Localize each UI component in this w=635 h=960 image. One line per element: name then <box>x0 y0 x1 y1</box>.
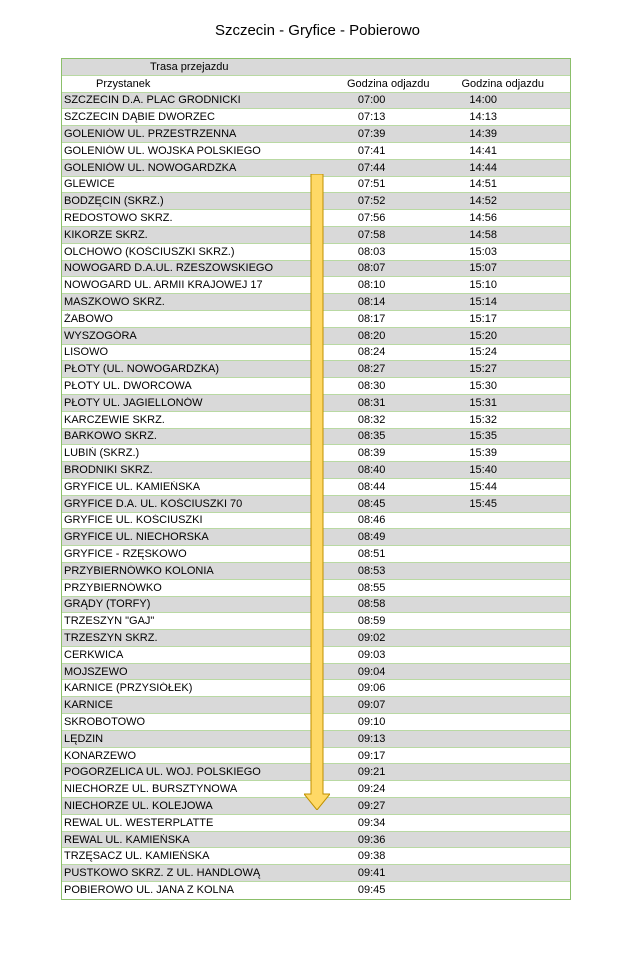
departure-time-1: 09:04 <box>357 665 386 678</box>
stop-name: LISOWO <box>64 346 109 359</box>
stop-name: KARCZEWIE SKRZ. <box>64 413 165 426</box>
departure-time-2: 14:13 <box>469 111 497 124</box>
stop-name: GRYFICE UL. NIECHORSKA <box>64 531 209 544</box>
stop-name: GOLENIÓW UL. WOJSKA POLSKIEGO <box>64 144 261 157</box>
stop-name: REDOSTOWO SKRZ. <box>64 212 173 225</box>
departure-time-1: 08:49 <box>357 531 386 544</box>
departure-time-1: 09:17 <box>357 749 386 762</box>
stop-name: PŁOTY (UL. NOWOGARDZKA) <box>64 363 220 376</box>
departure-time-1: 08:53 <box>357 564 386 577</box>
table-row <box>62 865 570 882</box>
departure-time-2: 15:44 <box>469 480 497 493</box>
stop-name: NOWOGARD D.A.UL. RZESZOWSKIEGO <box>64 262 274 275</box>
departure-time-2: 15:03 <box>469 245 497 258</box>
stop-name: NIECHORZE UL. BURSZTYNOWA <box>64 783 238 796</box>
departure-time-1: 08:30 <box>357 380 386 393</box>
stop-name: MASZKOWO SKRZ. <box>64 296 165 309</box>
column-header-time1: Godzina odjazdu <box>346 77 430 90</box>
stop-name: SKROBOTOWO <box>64 715 146 728</box>
departure-time-2: 15:30 <box>469 380 497 393</box>
stop-name: BRODNIKI SKRZ. <box>64 464 153 477</box>
departure-time-1: 08:58 <box>357 598 386 611</box>
stop-name: KARNICE (PRZYSIÓŁEK) <box>64 682 193 695</box>
stop-name: GRYFICE UL. KOŚCIUSZKI <box>64 514 203 527</box>
stop-name: REWAL UL. WESTERPLATTE <box>64 816 214 829</box>
departure-time-1: 08:32 <box>357 413 386 426</box>
departure-time-1: 08:20 <box>357 329 386 342</box>
stop-name: GOLENIÓW UL. NOWOGARDZKA <box>64 161 237 174</box>
table-row <box>62 848 570 865</box>
down-arrow-icon <box>304 174 330 810</box>
departure-time-1: 09:38 <box>357 850 386 863</box>
route-header: Trasa przejazdu <box>150 60 229 73</box>
departure-time-1: 07:44 <box>357 161 386 174</box>
departure-time-1: 08:17 <box>357 312 386 325</box>
departure-time-1: 09:27 <box>357 799 386 812</box>
departure-time-2: 15:20 <box>469 329 497 342</box>
departure-time-2: 15:17 <box>469 312 497 325</box>
stop-name: PRZYBIERNÓWKO KOLONIA <box>64 564 214 577</box>
stop-name: GRĄDY (TORFY) <box>64 598 151 611</box>
stop-name: REWAL UL. KAMIEŃSKA <box>64 833 190 846</box>
departure-time-1: 08:31 <box>357 396 386 409</box>
departure-time-2: 15:32 <box>469 413 497 426</box>
table-row <box>62 832 570 849</box>
departure-time-1: 09:10 <box>357 715 386 728</box>
column-header-row <box>62 76 570 93</box>
departure-time-1: 08:27 <box>357 363 386 376</box>
departure-time-1: 07:56 <box>357 212 386 225</box>
stop-name: KARNICE <box>64 699 113 712</box>
departure-time-1: 08:10 <box>357 279 386 292</box>
stop-name: NOWOGARD UL. ARMII KRAJOWEJ 17 <box>64 279 263 292</box>
departure-time-1: 08:55 <box>357 581 386 594</box>
departure-time-1: 08:51 <box>357 548 386 560</box>
column-header-stop: Przystanek <box>96 77 151 90</box>
stop-name: GRYFICE UL. KAMIEŃSKA <box>64 480 201 493</box>
departure-time-1: 08:46 <box>357 514 386 527</box>
departure-time-1: 09:13 <box>357 732 386 745</box>
departure-time-1: 08:44 <box>357 480 386 493</box>
stop-name: TRZESZYN "GAJ" <box>64 615 155 628</box>
stop-name: GOLENIÓW UL. PRZESTRZENNA <box>64 128 237 141</box>
stop-name: KONARZEWO <box>64 749 137 762</box>
stop-name: MOJSZEWO <box>64 665 128 678</box>
departure-time-1: 09:45 <box>357 884 386 897</box>
departure-time-1: 08:39 <box>357 447 386 460</box>
departure-time-1: 07:58 <box>357 228 386 241</box>
departure-time-1: 09:03 <box>357 648 386 661</box>
departure-time-1: 08:24 <box>357 346 386 359</box>
table-row <box>62 93 570 110</box>
departure-time-1: 09:21 <box>357 766 386 779</box>
departure-time-1: 07:52 <box>357 195 386 208</box>
departure-time-2: 15:31 <box>469 396 497 409</box>
stop-name: SZCZECIN D.A. PLAC GRODNICKI <box>64 94 241 107</box>
page-title: Szczecin - Gryfice - Pobierowo <box>214 22 421 39</box>
departure-time-2: 15:45 <box>469 497 497 510</box>
stop-name: LĘDZIN <box>64 732 104 745</box>
departure-time-2: 14:51 <box>469 178 497 191</box>
departure-time-2: 15:10 <box>469 279 497 292</box>
departure-time-2: 14:39 <box>469 128 497 141</box>
table-row <box>62 882 570 899</box>
stop-name: POGORZELICA UL. WOJ. POLSKIEGO <box>64 766 261 779</box>
departure-time-1: 09:24 <box>357 783 386 796</box>
departure-time-1: 07:39 <box>357 128 386 141</box>
departure-time-1: 08:07 <box>357 262 386 275</box>
stop-name: PUSTKOWO SKRZ. Z UL. HANDLOWĄ <box>64 867 261 880</box>
departure-time-1: 08:03 <box>357 245 386 258</box>
stop-name: WYSZOGÓRA <box>64 329 137 342</box>
stop-name: BARKOWO SKRZ. <box>64 430 157 443</box>
departure-time-1: 07:13 <box>357 111 386 124</box>
departure-time-2: 15:27 <box>469 363 497 376</box>
stop-name: TRZĘSACZ UL. KAMIEŃSKA <box>64 850 210 863</box>
departure-time-2: 15:07 <box>469 262 497 275</box>
stop-name: SZCZECIN DĄBIE DWORZEC <box>64 111 215 124</box>
table-row <box>62 815 570 832</box>
departure-time-1: 09:34 <box>357 816 386 829</box>
departure-time-1: 07:00 <box>357 94 386 107</box>
stop-name: PŁOTY UL. JAGIELLONÓW <box>64 396 203 409</box>
departure-time-2: 14:44 <box>469 161 497 174</box>
table-row <box>62 143 570 160</box>
stop-name: LUBIŃ (SKRZ.) <box>64 447 140 460</box>
stop-name: POBIEROWO UL. JANA Z KOLNA <box>64 884 234 897</box>
departure-time-1: 09:36 <box>357 833 386 846</box>
departure-time-1: 08:40 <box>357 464 386 477</box>
departure-time-1: 09:07 <box>357 699 386 712</box>
departure-time-1: 09:41 <box>357 867 386 880</box>
departure-time-1: 09:02 <box>357 631 386 644</box>
stop-name: GRYFICE - RZĘSKOWO <box>64 548 187 560</box>
stop-name: PRZYBIERNÓWKO <box>64 581 162 594</box>
stop-name: KIKORZE SKRZ. <box>64 228 148 241</box>
stop-name: TRZESZYN SKRZ. <box>64 631 158 644</box>
stop-name: NIECHORZE UL. KOLEJOWA <box>64 799 213 812</box>
table-row <box>62 109 570 126</box>
stop-name: GRYFICE D.A. UL. KOŚCIUSZKI 70 <box>64 497 243 510</box>
stop-name: BODZĘCIN (SKRZ.) <box>64 195 164 208</box>
stop-name: GLEWICE <box>64 178 115 191</box>
departure-time-1: 07:51 <box>357 178 386 191</box>
departure-time-1: 08:45 <box>357 497 386 510</box>
departure-time-2: 14:56 <box>469 212 497 225</box>
departure-time-2: 15:24 <box>469 346 497 359</box>
departure-time-2: 15:39 <box>469 447 497 460</box>
departure-time-2: 15:40 <box>469 464 497 477</box>
departure-time-2: 14:41 <box>469 144 497 157</box>
stop-name: OLCHOWO (KOŚCIUSZKI SKRZ.) <box>64 245 235 258</box>
departure-time-1: 07:41 <box>357 144 386 157</box>
departure-time-1: 09:06 <box>357 682 386 695</box>
departure-time-1: 08:59 <box>357 615 386 628</box>
stop-name: PŁOTY UL. DWORCOWA <box>64 380 192 393</box>
departure-time-1: 08:35 <box>357 430 386 443</box>
table-row <box>62 126 570 143</box>
departure-time-2: 14:00 <box>469 94 497 107</box>
stop-name: ŻABOWO <box>64 312 113 325</box>
route-header-row <box>62 59 570 76</box>
departure-time-1: 08:14 <box>357 296 386 309</box>
departure-time-2: 14:58 <box>469 228 497 241</box>
stop-name: CERKWICA <box>64 648 124 661</box>
departure-time-2: 15:35 <box>469 430 497 443</box>
column-header-time2: Godzina odjazdu <box>461 77 545 90</box>
departure-time-2: 14:52 <box>469 195 497 208</box>
departure-time-2: 15:14 <box>469 296 497 309</box>
